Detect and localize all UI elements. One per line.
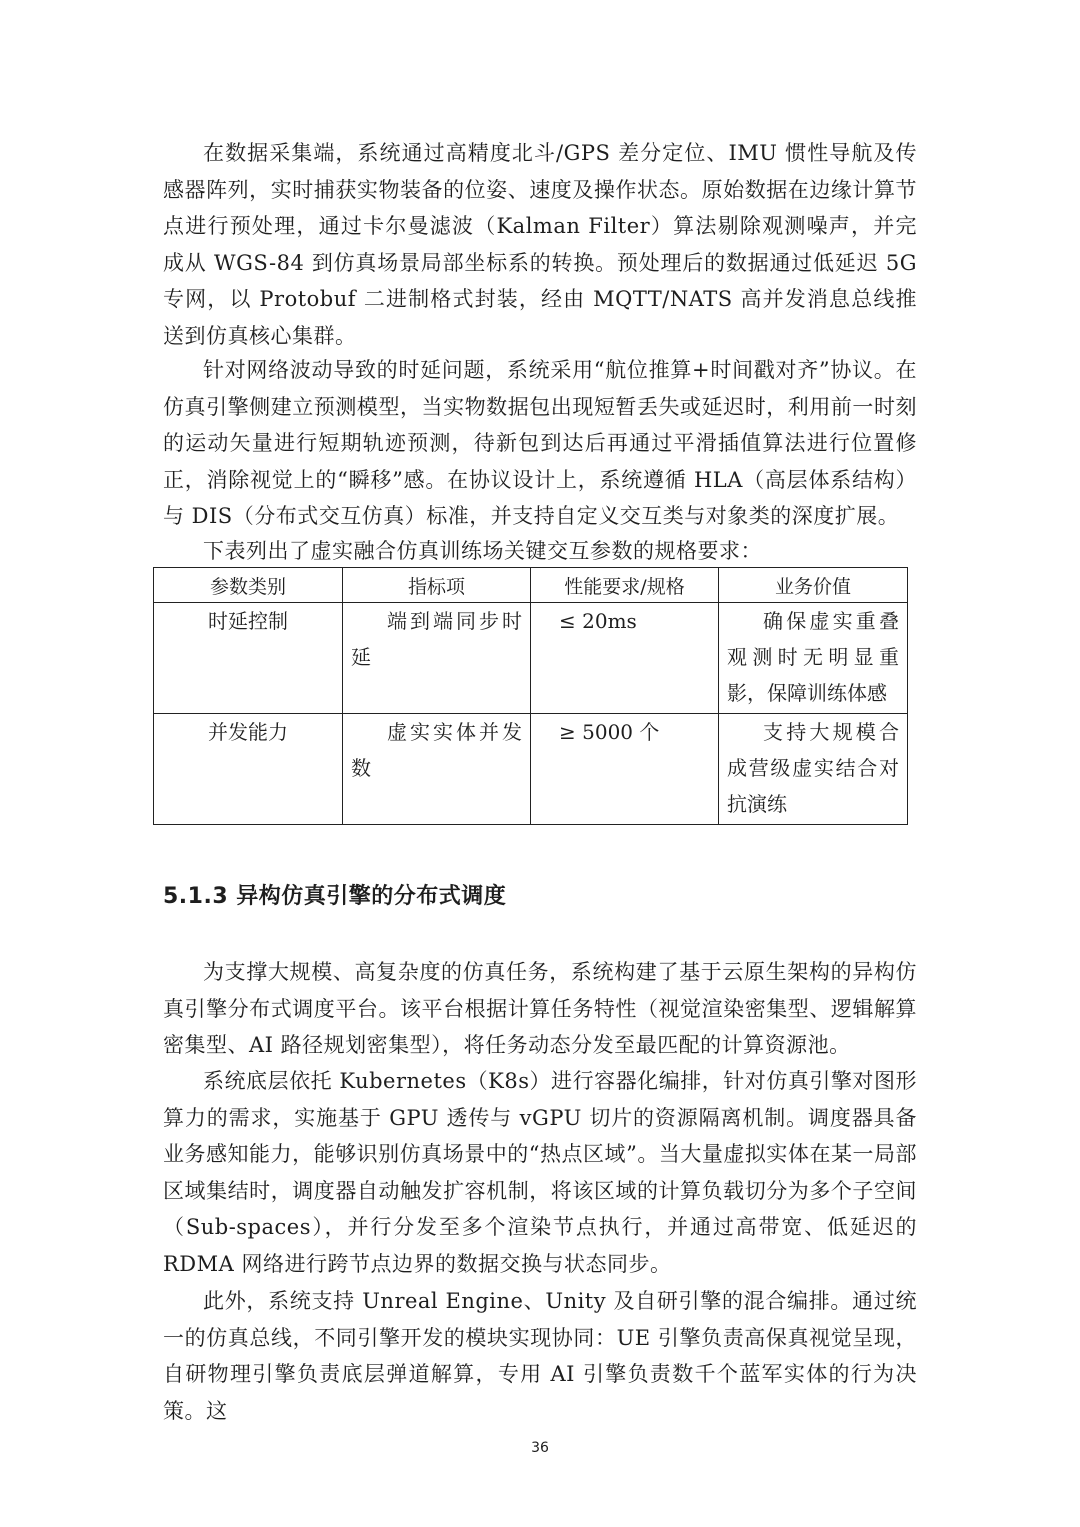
table-header-row	[154, 568, 908, 603]
table-cell-metric: 虚实实体并发数	[343, 714, 531, 825]
paragraph-latency-protocol: 针对网络波动导致的时延问题，系统采用“航位推算+时间戳对齐”协议。在仿真引擎侧建立预测模型，当实物数据包出现短暂丢失或延迟时，利用前一时刻的运动矢量进行短期轨迹预测，待新包到达后再通过平滑插值算法进行位置修正，消除视觉上的“瞬移”感。在协议设计上，系统遵循 HLA（高层体系结构）与 DIS（分布式交互仿真）标准，并支持自定义交互类与对象类的深度扩展。	[163, 358, 917, 528]
spec-table	[153, 567, 908, 825]
table-cell-value: 支持大规模合成营级虚实结合对抗演练	[719, 714, 908, 825]
table-intro: 下表列出了虚实融合仿真训练场关键交互参数的规格要求：	[203, 539, 762, 563]
paragraph-hybrid-engines: 此外，系统支持 Unreal Engine、Unity 及自研引擎的混合编排。通过统一的仿真总线，不同引擎开发的模块实现协同：UE 引擎负责高保真视觉呈现，自研物理引擎负责底层弹道解算，专用 AI 引擎负责数千个蓝军实体的行为决策。这	[163, 1289, 917, 1423]
table-cell-metric: 端到端同步时延	[343, 603, 531, 714]
table-header-cell: 业务价值	[719, 568, 908, 603]
table-cell-category: 时延控制	[154, 603, 343, 714]
table-header-cell: 指标项	[343, 568, 531, 603]
paragraph-scheduling-platform: 为支撑大规模、高复杂度的仿真任务，系统构建了基于云原生架构的异构仿真引擎分布式调度平台。该平台根据计算任务特性（视觉渲染密集型、逻辑解算密集型、AI 路径规划密集型），将任务动态分发至最匹配的计算资源池。	[163, 960, 917, 1057]
table-cell-category: 并发能力	[154, 714, 343, 825]
table-header-cell: 性能要求/规格	[531, 568, 719, 603]
table-header-cell: 参数类别	[154, 568, 343, 603]
paragraph-data-collection: 在数据采集端，系统通过高精度北斗/GPS 差分定位、IMU 惯性导航及传感器阵列，实时捕获实物装备的位姿、速度及操作状态。原始数据在边缘计算节点进行预处理，通过卡尔曼滤波（Kalman Filter）算法剔除观测噪声，并完成从 WGS-84 到仿真场景局部坐标系的转换。预处理后的数据通过低延迟 5G 专网，以 Protobuf 二进制格式封装，经由 MQTT/NATS 高并发消息总线推送到仿真核心集群。	[163, 141, 917, 348]
page-number: 36	[531, 1440, 549, 1456]
table-row	[154, 603, 908, 714]
section-heading: 5.1.3 异构仿真引擎的分布式调度	[163, 884, 507, 909]
table-cell-value: 确保虚实重叠观测时无明显重影，保障训练体感	[719, 603, 908, 714]
paragraph-kubernetes: 系统底层依托 Kubernetes（K8s）进行容器化编排，针对仿真引擎对图形算力的需求，实施基于 GPU 透传与 vGPU 切片的资源隔离机制。调度器具备业务感知能力，能够识别仿真场景中的“热点区域”。当大量虚拟实体在某一局部区域集结时，调度器自动触发扩容机制，将该区域的计算负载切分为多个子空间（Sub-spaces），并行分发至多个渲染节点执行，并通过高带宽、低延迟的 RDMA 网络进行跨节点边界的数据交换与状态同步。	[163, 1069, 917, 1276]
table-cell-requirement: ≤ 20ms	[531, 603, 719, 714]
table-cell-requirement: ≥ 5000 个	[531, 714, 719, 825]
table-row	[154, 714, 908, 825]
